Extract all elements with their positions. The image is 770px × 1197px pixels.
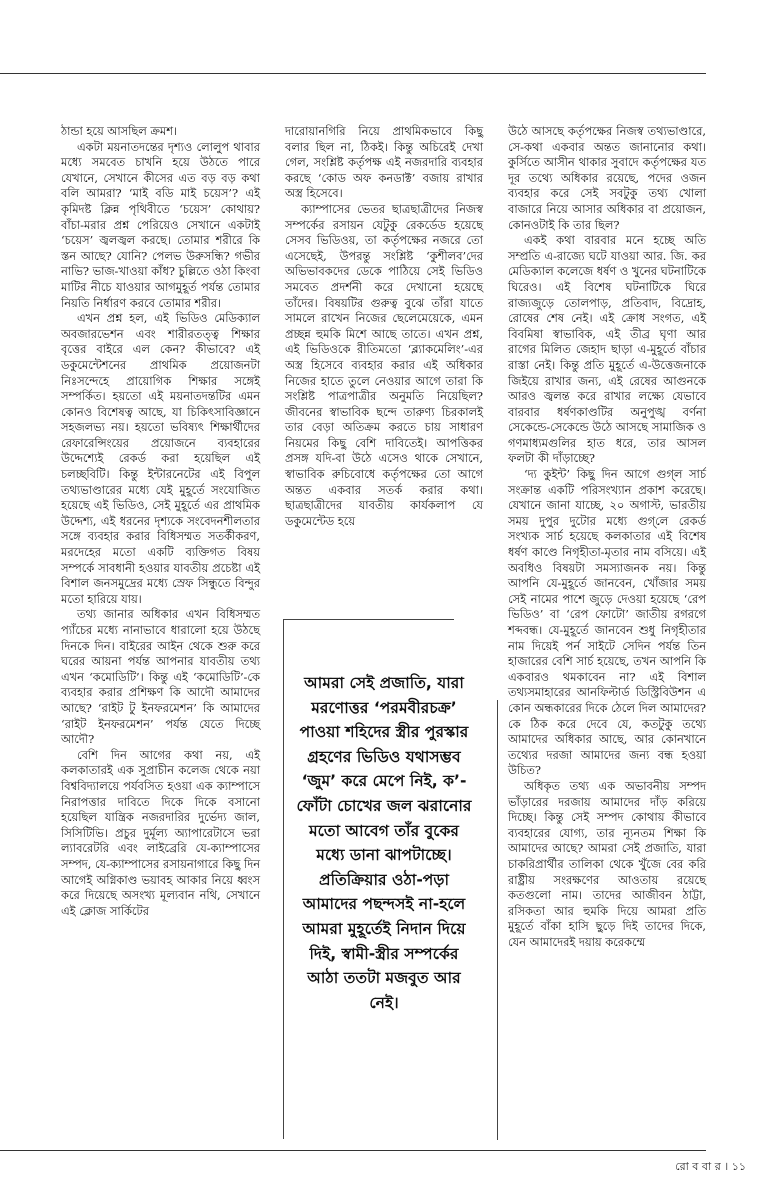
paragraph: ‘দ্য কুইন্ট’ কিছু দিন আগে গুগ্‌ল সার্চ সংক্রান্ত একটি পরিসংখ্যান প্রকাশ করেছে। যেখানে জানা যাচ্ছে, ২০ অগাস্ট, ভারতীয় সময় দুপুর দুটোর মধ্যে গুগ্‌লে রেকর্ড সংখ্যক সার্চ হয়েছে কলকাতার এই বিশেষ ধর্ষণ কাণ্ডে নিগৃহীতা-মৃতার নাম বসিয়ে। এই অবধিও বিষয়টা সমস্যাজনক নয়। কিন্তু আপনি যে-মুহূর্তে জানবেন, খোঁজার সময় সেই নামের পাশে জুড়ে দেওয়া হয়েছে ‘রেপ ভিডিও’ বা ‘রেপ ফোটো’ জাতীয় রগরগে শব্দবন্ধ। যে-মুহূর্তে জানবেন শুধু নিগৃহীতার নাম দিয়েই পর্ন সাইটে সেদিন পর্যন্ত তিন হাজারের বেশি সার্চ হয়েছে, তখন আপনি কি একবারও থমকাবেন না? এই বিশাল তথ্যসমাহারের আনফিল্টার্ড ডিস্ট্রিবিউশন এ কোন অন্ধকারের দিকে ঠেলে দিল আমাদের? কে ঠিক করে দেবে যে, কতটুকু তথ্যে আমাদের অধিকার আছে, আর কোনখানে তথ্যের দরজা আমাদের জন্য বন্ধ হওয়া উচিত? <box>508 467 706 778</box>
pullquote-text: আমরা সেই প্রজাতি, যারা মরণোত্তর ‘পরমবীরচক্র’ পাওয়া শহিদের স্ত্রীর পুরস্কার গ্রহণের ভিডিও যথাসম্ভব ‘জুম’ করে মেপে নিই, ক’-ফোঁটা চোখের জল ঝরানোর মতো আবেগ তাঁর বুকের মধ্যে ডানা ঝাপটাচ্ছে। প্রতিক্রিয়ার ওঠা-পড়া আমাদের পছন্দসই না-হলে আমরা মুহূর্তেই নিদান দিয়ে দিই, স্বামী-স্ত্রীর সম্পর্কের আঠা ততটা মজবুত আর নেই। <box>296 674 472 1012</box>
paragraph: উঠে আসছে কর্তৃপক্ষের নিজস্ব তথ্যভাণ্ডারে, সে-কথা একবার অন্তত জানানোর কথা। কুর্সিতে আসীন থাকার সুবাদে কর্তৃপক্ষের যত দূর তথ্যে অধিকার রয়েছে, পদের ওজন ব্যবহার করে সেই সবটুকু তথ্য খোলা বাজারে নিয়ে আসার অধিকার বা প্রয়োজন, কোনওটাই কি তার ছিল? <box>508 124 706 232</box>
paragraph: ঠান্ডা হয়ে আসছিল ক্রমশ। <box>61 124 178 138</box>
paragraph: ক্যাম্পাসের ভেতর ছাত্রছাত্রীদের নিজস্ব সম্পর্কের রসায়ন যেটুকু রেকর্ডেড হয়েছে সেসব ভিডিওয়, তা কর্তৃপক্ষের নজরে তো এসেছেই, উপরন্তু সংশ্লিষ্ট ‘কুশীলব’দের অভিভাবকদের ডেকে পাঠিয়ে সেই ভিডিও সমবেত প্রদর্শনী করে দেখানো হয়েছে তাঁদের। বিষয়টির গুরুত্ব বুঝে তাঁরা যাতে সামলে রাখেন নিজের ছেলেমেয়েকে, এমন প্রচ্ছন্ন হুমকি মিশে আছে তাতে। এখন প্রশ্ন, এই ভিডিওকে রীতিমতো ‘ব্ল্যাকমেলিং’-এর অস্ত্র হিসেবে ব্যবহার করার এই অধিকার নিজের হাতে তুলে নেওয়ার আগে তারা কি সংশ্লিষ্ট পাত্রপাত্রীর অনুমতি নিয়েছিল? জীবনের স্বাভাবিক ছন্দে তারুণ্য চিরকালই তার বেড়া অতিক্রম করতে চায় সাধারণ নিয়মের কিছু বেশি দাবিতেই। আপত্তিকর প্রসঙ্গ যদি-বা উঠে এসেও থাকে সেখানে, স্বাভাবিক রুচিবোধে কর্তৃপক্ষের তো আগে অন্তত একবার সতর্ক করার কথা। ছাত্রছাত্রীদের যাবতীয় কার্যকলাপ যে ডকুমেন্টেড হয়ে <box>285 201 483 528</box>
article-column-1 <box>61 124 260 919</box>
paragraph: দারোয়ানগিরি নিয়ে প্রাথমিকভাবে কিছু বলার ছিল না, ঠিকই। কিন্তু অচিরেই দেখা গেল, সংশ্লিষ্ট কর্তৃপক্ষ এই নজরদারি ব্যবহার করছে ‘কোড অফ কনডাক্ট’ বজায় রাখার অস্ত্র হিসেবে। <box>285 124 483 201</box>
page-folio: রো ব বা র । ১১ <box>675 1160 746 1173</box>
bottom-rule <box>0 1150 706 1151</box>
paragraph: একটা ময়নাতদন্তের দৃশ্যও লোলুপ থাবার মধ্যে সমবেত চাখনি হয়ে উঠতে পারে যেখানে, সেখানে কীসের এত বড় বড় কথা বলি আমরা? ‘মাই বডি মাই চয়েস’? এই কৃমিদষ্ট ক্লিন্ন পৃথিবীতে ‘চয়েস’ কোথায়? বাঁচা-মরার প্রশ্ন পেরিয়েও সেখানে একটাই ‘চয়েস’ জ্বলজ্বল করছে। তোমার শরীরে কি স্তন আছে? যোনি? পেলভ উরুসন্ধি? গভীর নাভি? ভাজ-খাওয়া কাঁধ? চুল্লিতে ওঠা কিংবা মাটির নীচে যাওয়ার আগমুহূর্ত পর্যন্ত তোমার নিয়তি নির্ধারণ করবে তোমার শরীর। <box>61 139 261 310</box>
paragraph: এখন প্রশ্ন হল, এই ভিডিও মেডিক্যাল অবজারভেশন এবং শারীরতত্ত্ব শিক্ষার বৃত্তের বাইরে এল কেন? কীভাবে? এই ডকুমেন্টেশনের প্রাথমিক প্রয়োজনটা নিঃসন্দেহে প্রায়োগিক শিক্ষার সঙ্গেই সম্পর্কিত। হয়তো এই ময়নাতদন্তটির এমন কোনও বিশেষত্ব আছে, যা চিকিৎসাবিজ্ঞানে সহজলভ্য নয়। হয়তো ভবিষ্যৎ শিক্ষার্থীদের রেফারেন্সিংয়ের প্রয়োজনে ব্যবহারের উদ্দেশ্যেই রেকর্ড করা হয়েছিল এই চলচ্ছবিটি। কিন্তু ইন্টারনেটের এই বিপুল তথ্যভাণ্ডারের মধ্যে যেই মুহূর্তে সংযোজিত হয়েছে এই ভিডিও, সেই মুহূর্তে এর প্রাথমিক উদ্দেশ্য, এই ধরনের দৃশ্যকে সংবেদনশীলতার সঙ্গে ব্যবহার করার বিধিসম্মত সতর্কীকরণ, মরদেহের মতো একটি ব্যক্তিগত বিষয় সম্পর্কে সাবধানী হওয়ার যাবতীয় প্রচেষ্টা এই বিশাল জনসমুদ্রের মধ্যে স্রেফ সিন্ধুতে বিন্দুর মতো হারিয়ে যায়। <box>61 311 260 606</box>
column-divider <box>497 700 498 1140</box>
article-column-2 <box>285 124 483 529</box>
paragraph: একই কথা বারবার মনে হচ্ছে অতি সম্প্রতি এ-রাজ্যে ঘটে যাওয়া আর. জি. কর মেডিক্যাল কলেজে ধর্ষণ ও খুনের ঘটনাটিকে ঘিরেও। এই বিশেষ ঘটনাটিকে ঘিরে রাজ্যজুড়ে তোলপাড়, প্রতিবাদ, বিদ্রোহ, রোষের শেষ নেই। এই ক্রোধ সংগত, এই বিবমিষা স্বাভাবিক, এই তীব্র ঘৃণা আর রাগের মিলিত জেহাদ ছাড়া এ-মুহূর্তে বাঁচার রাস্তা নেই। কিন্তু প্রতি মুহূর্তে এ-উত্তেজনাকে জিইয়ে রাখার জন্য, এই রেষের আগুনকে আরও জ্বলন্ত করে রাখার লক্ষ্যে যেভাবে বারবার ধর্ষণকাণ্ডটির অনুপুঙ্খ বর্ণনা সেকেন্ডে-সেকেন্ডে উঠে আসছে সামাজিক ও গণমাধ্যমগুলির হাত ধরে, তার আসল ফলটা কী দাঁড়াচ্ছে? <box>508 233 706 466</box>
paragraph: অধিকৃত তথ্য এক অভাবনীয় সম্পদ ভাঁড়ারের দরজায় আমাদের দাঁড় করিয়ে দিচ্ছে। কিন্তু সেই সম্পদ কোথায় কীভাবে ব্যবহারের যোগ্য, তার ন্যূনতম শিক্ষা কি আমাদের আছে? আমরা সেই প্রজাতি, যারা চাকরিপ্রার্থীর তালিকা থেকে খুঁজে বের করি রাষ্ট্রীয় সংরক্ষণের আওতায় রয়েছে কতগুলো নাম। তাদের আজীবন ঠাট্টা, রসিকতা আর হুমকি দিয়ে আমরা প্রতি মুহূর্তে বাঁকা হাসি ছুড়ে দিই তাদের দিকে, যেন আমাদেরই দয়ায় করেকম্মে <box>508 778 706 949</box>
paragraph: তথ্য জানার অধিকার এখন বিধিসম্মত প্যাঁচের মধ্যে নানাভাবে ধারালো হয়ে উঠছে দিনকে দিন। বাইরের আইন থেকে শুরু করে ঘরের আয়না পর্যন্ত আপনার যাবতীয় তথ্য এখন ‘কমোডিটি’। কিন্তু এই ‘কমোডিটি’-কে ব্যবহার করার প্রশিক্ষণ কি আদৌ আমাদের আছে? ‘রাইট টু ইনফরমেশন’ কি আমাদের ‘রাইট ইনফরমেশন’ পর্যন্ত যেতে দিচ্ছে আদৌ? <box>61 607 260 747</box>
top-rule <box>0 73 706 74</box>
article-column-3 <box>508 124 706 950</box>
pullquote-box <box>283 619 484 1139</box>
paragraph: বেশি দিন আগের কথা নয়, এই কলকাতারই এক সুপ্রাচীন কলেজ থেকে নয়া বিশ্ববিদ্যালয়ে পর্যবসিত হওয়া এক ক্যাম্পাসে নিরাপত্তার দাবিতে দিকে দিকে বসানো হয়েছিল যান্ত্রিক নজরদারির দুর্ভেদ্য জাল, সিসিটিভি। প্রচুর দুর্মূল্য অ্যাপারেটাসে ভরা ল্যাবরেটরি এবং লাইব্রেরি যে-ক্যাম্পাসের সম্পদ, যে-ক্যাম্পাসের রসায়নাগারে কিছু দিন আগেই অগ্নিকাণ্ড ভয়াবহ আকার নিয়ে ধ্বংস করে দিয়েছে অসংখ্য মূল্যবান নথি, সেখানে এই ক্লোজ সার্কিটের <box>61 747 260 918</box>
